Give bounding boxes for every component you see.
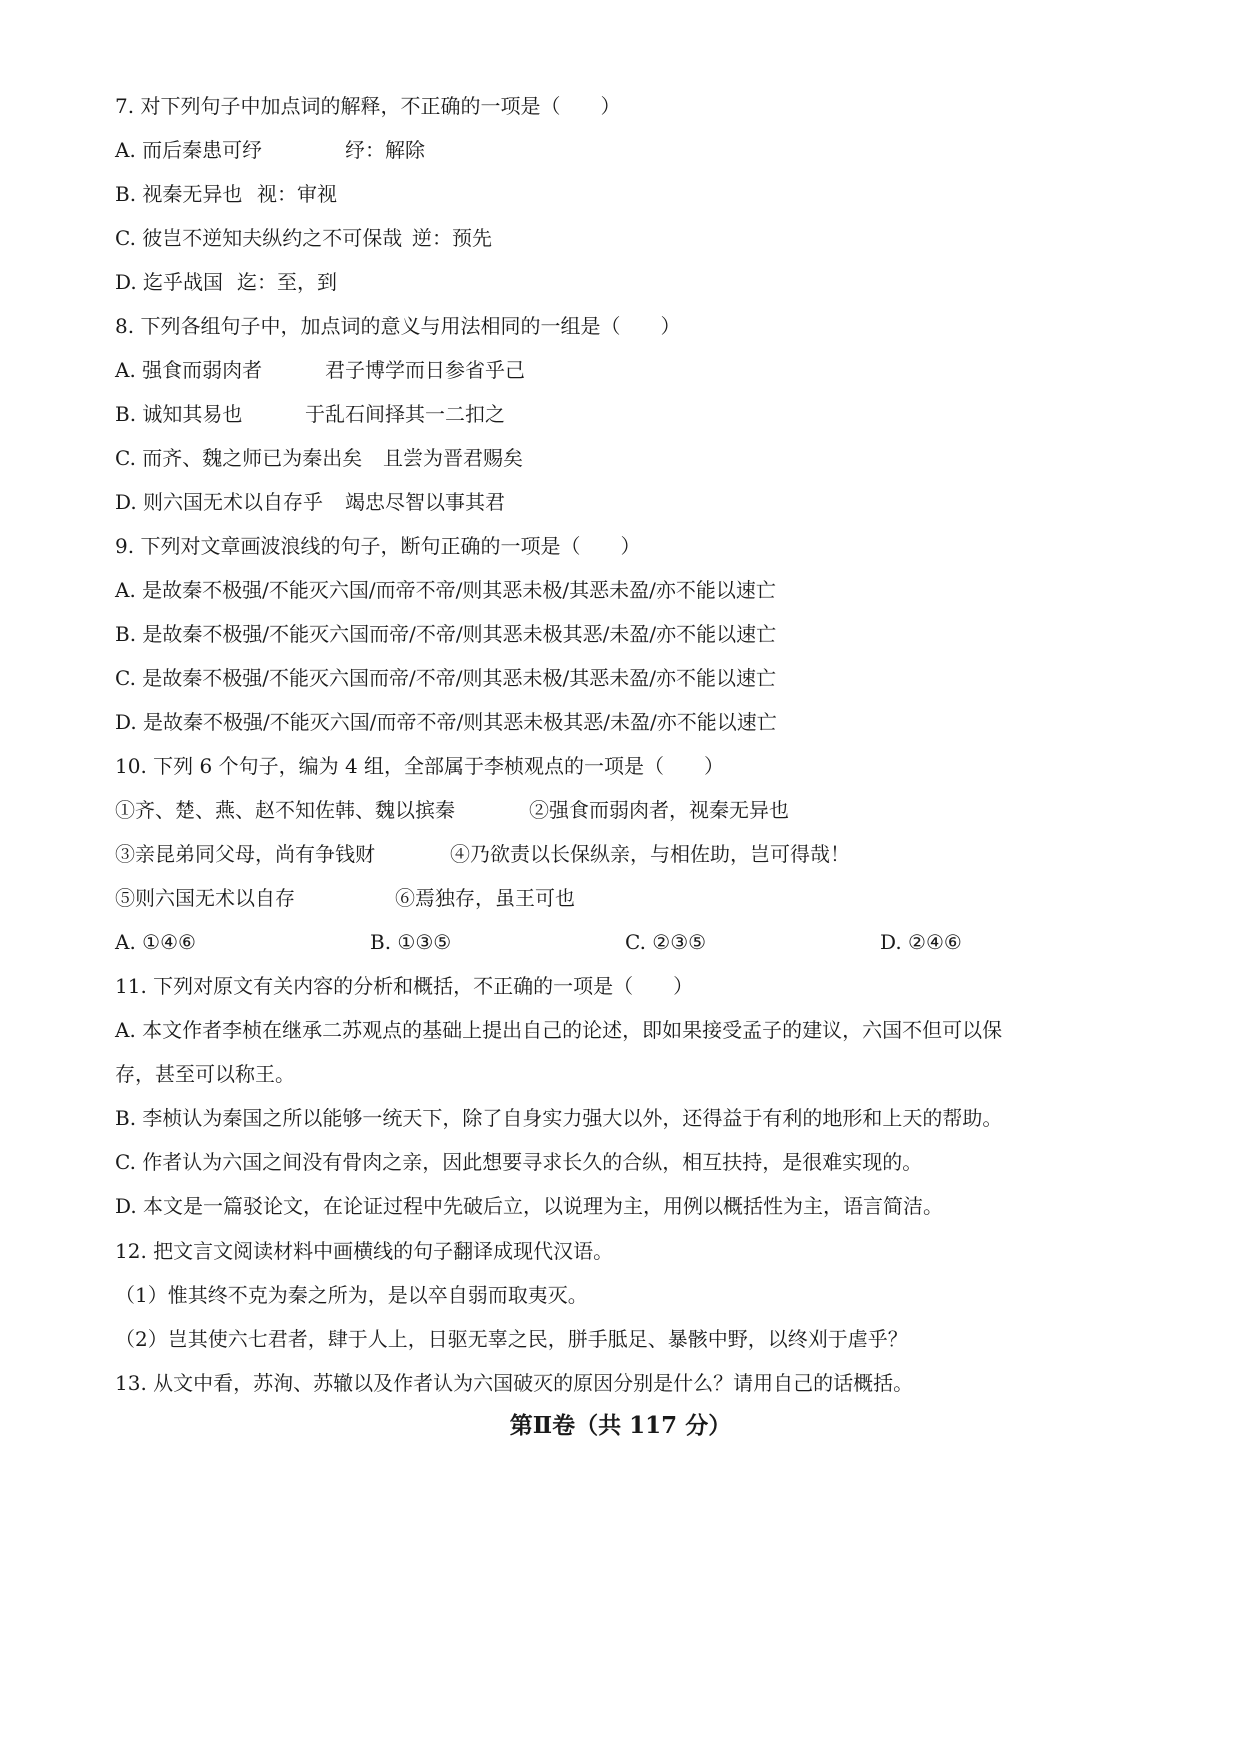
- q7-option-c-sentence: C. 彼岂不逆知夫纵约之不可保哉: [115, 226, 403, 250]
- q11-option-a-line-2: 存，甚至可以称王。: [115, 1062, 295, 1086]
- q7-option-b-sentence: B. 视秦无异也: [115, 182, 243, 206]
- q9-option-a: A. 是故秦不极强/不能灭六国/而帝不帝/则其恶未极/其恶未盈/亦不能以速亡: [115, 578, 776, 602]
- q7-option-a-sentence: A. 而后秦患可纾: [115, 138, 263, 162]
- q11-option-d: D. 本文是一篇驳论文，在论证过程中先破后立，以说理为主，用例以概括性为主，语言简洁。: [115, 1194, 944, 1218]
- q12-item-2: （2）岂其使六七君者，肆于人上，日驱无辜之民，胼手胝足、暴骸中野，以终刈于虐乎？: [115, 1327, 908, 1351]
- q7-option-d-gloss: 迄：至，到: [237, 270, 337, 294]
- q12-item-1: （1）惟其终不克为秦之所为，是以卒自弱而取夷灭。: [115, 1283, 588, 1307]
- q10-choice-a: A. ①④⑥: [115, 930, 196, 954]
- q10-stem: 10. 下列 6 个句子，编为 4 组，全部属于李桢观点的一项是（ ）: [115, 754, 725, 778]
- q11-option-c: C. 作者认为六国之间没有骨肉之亲，因此想要寻求长久的合纵，相互扶持，是很难实现的。: [115, 1150, 923, 1174]
- q9-option-d: D. 是故秦不极强/不能灭六国/而帝不帝/则其恶未极其恶/未盈/亦不能以速亡: [115, 710, 777, 734]
- q10-item-6: ⑥焉独存，虽王可也: [395, 886, 575, 910]
- q7-option-a-gloss: 纾：解除: [345, 138, 425, 162]
- q12-stem: 12. 把文言文阅读材料中画横线的句子翻译成现代汉语。: [115, 1239, 614, 1263]
- q9-option-b: B. 是故秦不极强/不能灭六国而帝/不帝/则其恶未极其恶/未盈/亦不能以速亡: [115, 622, 777, 646]
- q10-item-1: ①齐、楚、燕、赵不知佐韩、魏以摈秦: [115, 798, 455, 822]
- q7-option-b-gloss: 视：审视: [257, 182, 337, 206]
- q10-choice-d: D. ②④⑥: [880, 930, 962, 954]
- q10-item-4: ④乃欲责以长保纵亲，与相佐助，岂可得哉！: [450, 842, 850, 866]
- q8-option-a-first: A. 强食而弱肉者: [115, 358, 263, 382]
- q7-stem: 7. 对下列句子中加点词的解释，不正确的一项是（ ）: [115, 94, 621, 118]
- q8-option-a-second: 君子博学而日参省乎己: [325, 358, 525, 382]
- q10-item-2: ②强食而弱肉者，视秦无异也: [529, 798, 789, 822]
- q11-option-b: B. 李桢认为秦国之所以能够一统天下，除了自身实力强大以外，还得益于有利的地形和上天的帮助。: [115, 1106, 1003, 1130]
- q10-item-3: ③亲昆弟同父母，尚有争钱财: [115, 842, 375, 866]
- q7-option-c-gloss: 逆：预先: [412, 226, 492, 250]
- q9-stem: 9. 下列对文章画波浪线的句子，断句正确的一项是（ ）: [115, 534, 641, 558]
- q7-option-d-sentence: D. 迄乎战国: [115, 270, 224, 294]
- q9-option-c: C. 是故秦不极强/不能灭六国而帝/不帝/则其恶未极/其恶未盈/亦不能以速亡: [115, 666, 776, 690]
- q11-option-a-line-1: A. 本文作者李桢在继承二苏观点的基础上提出自己的论述，即如果接受孟子的建议，六国不但可以保: [115, 1018, 1003, 1042]
- q8-option-d-second: 竭忠尽智以事其君: [345, 490, 505, 514]
- q10-choice-b: B. ①③⑤: [370, 930, 452, 954]
- q11-stem: 11. 下列对原文有关内容的分析和概括，不正确的一项是（ ）: [115, 974, 694, 998]
- q8-option-d-first: D. 则六国无术以自存乎: [115, 490, 324, 514]
- section-title: 第Ⅱ卷（共 117 分）: [509, 1412, 732, 1439]
- q8-option-c-first: C. 而齐、魏之师已为秦出矣: [115, 446, 363, 470]
- q13-stem: 13. 从文中看，苏洵、苏辙以及作者认为六国破灭的原因分别是什么？请用自己的话概括。: [115, 1371, 914, 1395]
- q8-option-b-first: B. 诚知其易也: [115, 402, 243, 426]
- q10-item-5: ⑤则六国无术以自存: [115, 886, 295, 910]
- q8-option-b-second: 于乱石间择其一二扣之: [305, 402, 505, 426]
- q8-stem: 8. 下列各组句子中，加点词的意义与用法相同的一组是（ ）: [115, 314, 681, 338]
- q8-option-c-second: 且尝为晋君赐矣: [383, 446, 523, 470]
- q10-choice-c: C. ②③⑤: [625, 930, 707, 954]
